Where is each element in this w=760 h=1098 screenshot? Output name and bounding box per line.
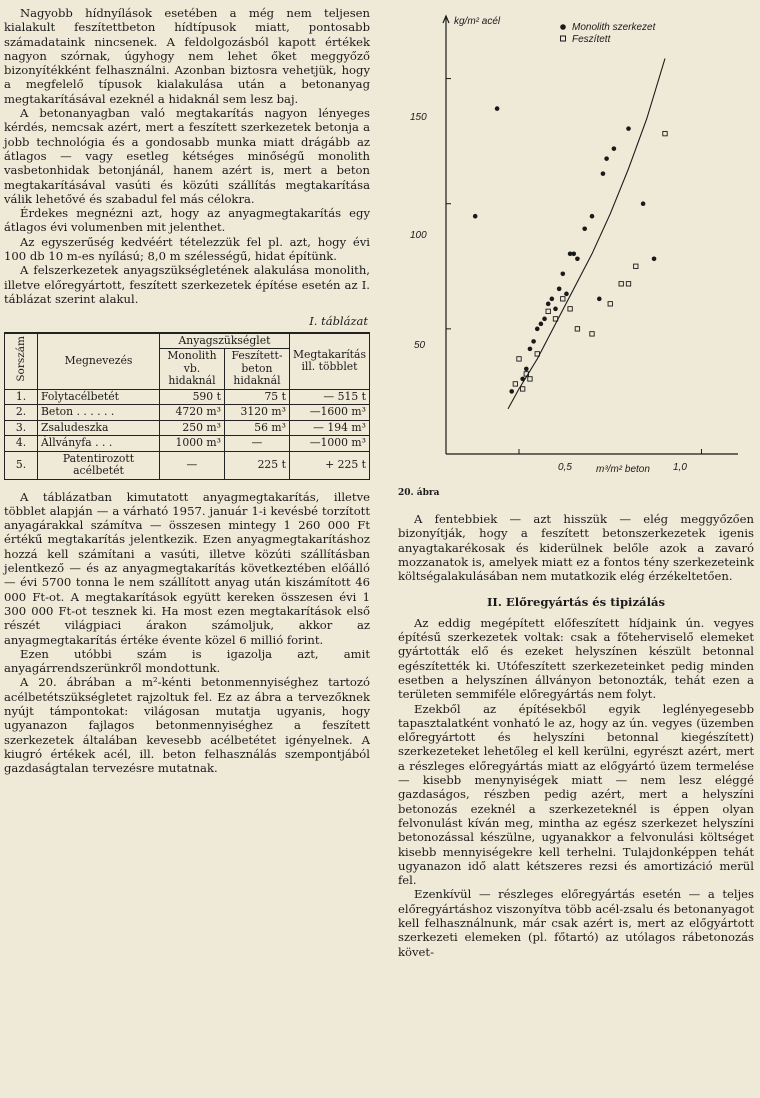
row-monolith: 4720 m³ [159,405,224,421]
x-tick-10: 1,0 [673,462,687,473]
paragraph: Az egyszerűség kedvéért tételezzük fel pl. azt, hogy évi 100 db 10 m-es nyílású; 8,0 m szélességű, hidat építünk. [4,234,370,264]
monolith-point [626,126,631,131]
monolith-point [561,271,566,276]
monolith-point [641,201,646,206]
row-monolith: — [159,451,224,479]
paragraph: Érdekes megnézni azt, hogy az anyagmegtakarítás egy átlagos évi volumenben mit jelenthet. [4,206,370,235]
x-axis-label: m³/m² beton [596,464,650,475]
paragraph: A felszerkezetek anyagszükségletének alakulása monolith, illetve előregyártott, feszített szerkezetek építése esetén az I. táblázat szerint alakul. [4,263,370,306]
paragraph: Az eddig megépített előfeszített hídjaink ún. vegyes építésű szerkezetek voltak: csak a főteherviselő elemeket gyártották elő és ezeket helyszínen készült betonnal egészítették ki. Utófeszített szerkezeteinket pedig minden esetben a helyszínen állványon betonozták, tehát ezen a területen semmiféle előregyártás nem folyt. [398,615,754,702]
monolith-point [553,307,558,312]
feszitett-point [517,357,521,361]
monolith-point [531,339,536,344]
table-row [5,420,370,436]
table-row [5,451,370,479]
feszitett-point [619,282,623,286]
feszitett-point [608,302,612,306]
feszitett-point [568,307,572,311]
monolith-point [528,347,533,352]
row-feszitett: 56 m³ [224,420,289,436]
row-name: Zsaludeszka [38,420,160,436]
paragraph: Ezenkívül — részleges előregyártás esetén — a teljes előregyártáshoz viszonyítva több acél-zsalu és betonanyagot kell felhasználnunk, már csak azért is, mert az előgyártott szerkezeti elemeken (pl. főtartó) az utólagos rábetonozás követ- [398,887,754,959]
y-axis-label: kg/m² acél [454,16,501,27]
table-title: I. táblázat [309,314,368,329]
table-row [5,436,370,452]
monolith-point [509,389,514,394]
row-diff: — 194 m³ [289,420,369,436]
row-num: 4. [5,436,38,452]
paragraph: A fentebbiek — azt hisszük — elég meggyőzően bizonyítják, hogy a feszített betonszerkezetek igenis anyagtakarékosak és kiderülnek belőle azok a zavaró mozzanatok is, amelyek miatt ez a fontos tény szerkezeteink költségalakulásában nem mutatkozik elég érzékeltetően. [398,512,754,584]
monolith-point [601,171,606,176]
monolith-point [557,287,562,292]
paragraph: A 20. ábrában a m²-kénti betonmennyiséghez tartozó acélbetétszükségletet rajzoltuk fel. Ez az ábra a tervezőknek nyújt támpontokat: világosan mutatja ugyanis, hogy ugyanazon fajlagos betonmennyiséghez a feszített szerkezetek általában kevesebb acélbetétet igényelnek. A kiugró értékek acél, ill. beton felhasználás szempontjából gazdaságtalan tervezésre mutatnak. [4,675,370,776]
row-name: Patentirozott acélbetét [38,451,160,479]
row-num: 2. [5,405,38,421]
y-tick-50: 50 [414,340,426,351]
row-monolith: 250 m³ [159,420,224,436]
feszitett-point [634,264,638,268]
paragraph: Ezen utóbbi szám is igazolja azt, amit anyagárrendszerünkről mondottunk. [4,646,370,676]
legend-monolith-marker [560,24,566,30]
legend-feszitett-label: Feszített [572,34,611,45]
header-feszitett: Feszített-beton hidaknál [224,349,289,390]
feszitett-point [626,282,630,286]
monolith-point [535,327,540,332]
paragraph: Ezekből az építésekből egyik leglényegesebb tapasztalatként vonható le az, hogy az ún. vegyes (üzemben előregyártott és helyszíni betonnal kiegészített) szerkezeteket lehetőleg el kell kerülni, egyrészt azért, mert a részleges előregyártás miatt az előgyártó üzem termelése — kisebb menynyiségek miatt — nem lesz eléggé gazdaságos, részben pedig azért, mert a helyszíni betonozás ezeknél a szerkezeteknél is éppen olyan felvonulást kíván meg, mintha az egész szerkezet helyszíni betonozással készülne, ugyanakkor a felvonulási költséget kisebb mennyiségekre kell terhelni. Tulajdonképpen tehát ugyanazon idő alatt kétszeres rezsi és amortizáció merül fel. [398,701,754,888]
feszitett-point [520,387,524,391]
row-diff: —1000 m³ [289,436,369,452]
row-diff: + 225 t [289,451,369,479]
monolith-point [604,156,609,161]
feszitett-point [561,297,565,301]
row-diff: — 515 t [289,389,369,405]
y-tick-100: 100 [410,230,427,241]
monolith-point [495,106,500,111]
row-name: Folytacélbetét [38,389,160,405]
legend-feszitett-marker [561,36,566,41]
row-num: 1. [5,389,38,405]
trend-curve [508,59,665,409]
header-monolith: Monolith vb. hidaknál [159,349,224,390]
monolith-point [590,214,595,219]
row-monolith: 590 t [159,389,224,405]
paragraph: Nagyobb hídnyílások esetében a még nem teljesen kialakult feszítettbeton hídtípusok miatt, pontosabb számadataink nincsenek. A feldolgozásból kapott értékek nagyon szórnak, úgyhogy nem lehet őket meggyőző bizonyítékként felhasználni. Azonban biztosra vehetjük, hogy a megfelelő típusok kialakulása után a betonanyag megtakarításával ezeknél a hidaknál sem lesz baj. [4,6,370,106]
monolith-point [542,317,547,322]
material-table [4,332,370,480]
monolith-point [546,302,551,307]
monolith-point [575,256,580,261]
feszitett-point [575,327,579,331]
monolith-point [550,297,555,302]
monolith-point [571,251,576,256]
table-row [5,389,370,405]
feszitett-point [513,382,517,386]
left-column [4,6,370,775]
row-diff: —1600 m³ [289,405,369,421]
paragraph: A betonanyagban való megtakarítás nagyon lényeges kérdés, nemcsak azért, mert a feszített szerkezetek betonja a jobb technológia és a gondosabb munka miatt drágább az átlagos — vagy esetleg kétséges minőségű monolith vasbetonhidak betonjánál, hanem azért is, mert a beton megtakarításával vasúti és közúti szállítás megtakarítása válik lehetővé és szabadul fel más célokra. [4,106,370,206]
monolith-point [539,322,544,327]
row-feszitett: 225 t [224,451,289,479]
row-num: 3. [5,420,38,436]
feszitett-point [590,332,594,336]
feszitett-point [663,131,667,135]
paragraph: A táblázatban kimutatott anyagmegtakarítás, illetve többlet alapján — a várható 1957. január 1-i kevésbé torzított anyagárakkal számítva — összesen mintegy 1 260 000 Ft értékű megtakarítás jelentkezik. Ezen anyagmegtakarításhoz hozzá kell számítani a vasúti, illetve közúti szállításban jelentkező — és az anyagmegtakarítás következtében előálló — évi 5700 tonna le nem szállított anyag után kiszámított 46 000 Ft-ot. A megtakarítások együtt kereken összesen évi 1 300 000 Ft-ot tesznek ki. Ha most ezen megtakarítások első részét világpiaci árakon számoljuk, akkor az anyagmegtakarítás értéke évente közel 6 millió forint. [4,489,370,647]
monolith-point [564,292,569,297]
figure-20-chart [398,6,754,476]
monolith-point [652,256,657,261]
feszitett-point [546,309,550,313]
feszitett-point [528,377,532,381]
figure-caption: 20. ábra [398,488,440,498]
row-num: 5. [5,451,38,479]
row-feszitett: — [224,436,289,452]
monolith-point [597,297,602,302]
monolith-point [520,377,525,382]
right-column-text [398,512,754,959]
y-tick-150: 150 [410,112,427,123]
monolith-point [582,226,587,231]
row-name: Állványfa . . . [38,436,160,452]
monolith-point [524,367,529,372]
section-title: II. Előregyártás és tipizálás [486,595,666,610]
header-megtakaritas: Megtakarítás ill. többlet [289,333,369,390]
monolith-point [612,146,617,151]
right-column [398,6,754,506]
table-row [5,405,370,421]
monolith-point [473,214,478,219]
x-tick-05: 0,5 [558,462,572,473]
header-sorszam: Sorszám [5,333,38,390]
row-feszitett: 3120 m³ [224,405,289,421]
header-megnevezes: Megnevezés [38,333,160,390]
legend-monolith-label: Monolith szerkezet [572,22,656,33]
row-feszitett: 75 t [224,389,289,405]
row-monolith: 1000 m³ [159,436,224,452]
row-name: Beton . . . . . . [38,405,160,421]
header-anyagszukseglet: Anyagszükséglet [159,333,289,349]
